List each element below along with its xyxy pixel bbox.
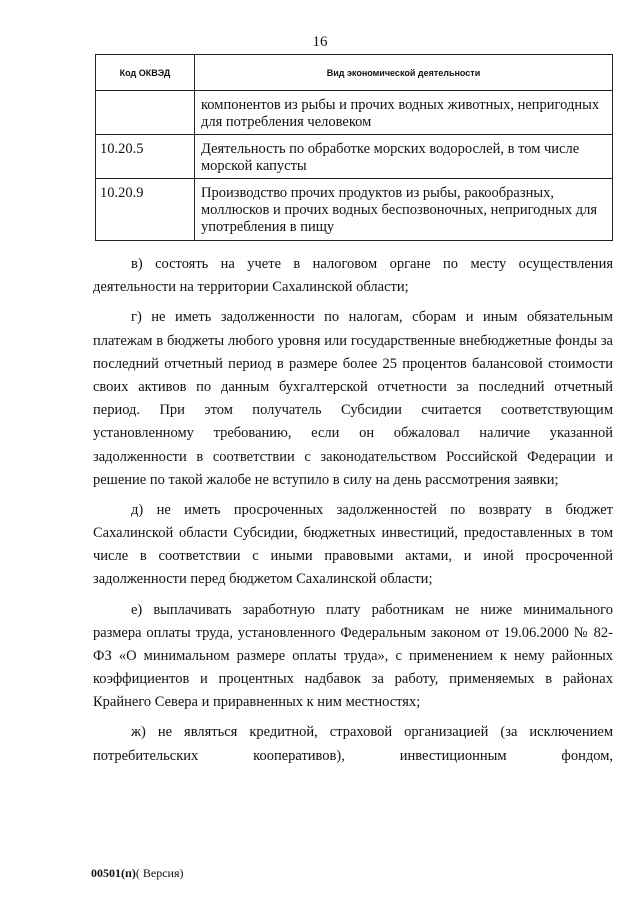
table-cell-code: 10.20.5 [96,135,195,179]
table-row [96,91,613,135]
footer-document-code [91,866,184,881]
footer-code: 00501(п) [91,866,136,880]
table-cell-activity: компонентов из рыбы и прочих водных животных, непригодных для потребления человеком [195,91,613,135]
table-header-row [96,55,613,91]
table-cell-activity: Деятельность по обработке морских водорослей, в том числе морской капусты [195,135,613,179]
table-row [96,179,613,241]
table-row [96,135,613,179]
paragraph-g: г) не иметь задолженности по налогам, сборам и иным обязательным платежам в бюджеты любого уровня или государственные внебюджетные фонды за последний отчетный период в размере более 25 процентов балансовой стоимости своих активов по данным бухгалтерской отчетности за последний отчетный период. При этом получатель Субсидии считается соответствующим установленному требованию, если он обжаловал наличие указанной задолженности в соответствии с законодательством Российской Федерации и решение по такой жалобе не вступило в силу на день рассмотрения заявки; [93,309,613,488]
footer-version: ( Версия) [135,866,184,880]
okved-table [95,54,613,241]
body-text [93,253,613,775]
paragraph-d: д) не иметь просроченных задолженностей по возврату в бюджет Сахалинской области Субсидии, бюджетных инвестиций, предоставленных в том числе в соответствии с иными правовыми актами, и иной просроченной задолженности перед бюджетом Сахалинской области; [93,501,613,588]
table-cell-activity: Производство прочих продуктов из рыбы, ракообразных, моллюсков и прочих водных беспозвоночных, непригодных для употребления в пищу [195,179,613,241]
table-cell-code: 10.20.9 [96,179,195,241]
paragraph-zh: ж) не являться кредитной, страховой организацией (за исключением потребительских кооперативов), инвестиционным фондом, [93,724,613,764]
header-code: Код ОКВЭД [96,55,195,91]
table-cell-code [96,91,195,135]
header-activity: Вид экономической деятельности [195,55,613,91]
page-number: 16 [312,34,328,50]
paragraph-v: в) состоять на учете в налоговом органе по месту осуществления деятельности на территории Сахалинской области; [93,256,613,296]
paragraph-e: е) выплачивать заработную плату работникам не ниже минимального размера оплаты труда, установленного Федеральным законом от 19.06.2000 № 82-ФЗ «О минимальном размере оплаты труда», с применением к нему районных коэффициентов и процентных надбавок за работу, применяемых в районах Крайнего Севера и приравненных к ним местностях; [93,601,613,711]
